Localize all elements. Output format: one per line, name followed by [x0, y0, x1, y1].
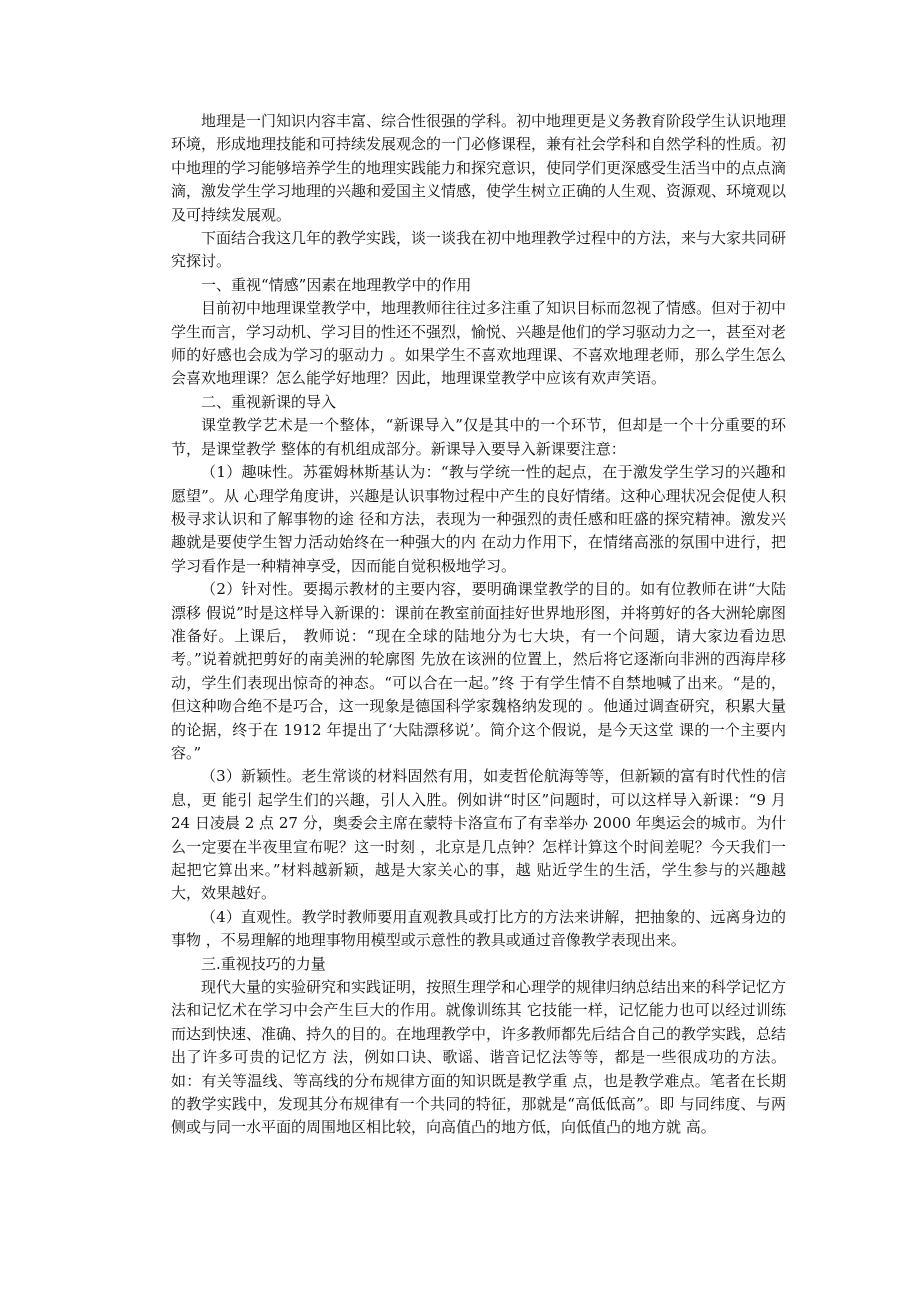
paragraph-lesson-intro: 课堂教学艺术是一个整体，“新课导入”仅是其中的一个环节，但却是一个十分重要的环节，是课堂教学 整体的有机组成部分。新课导入要导入新课要注意： — [171, 416, 786, 458]
paragraph-intro: 地理是一门知识内容丰富、综合性很强的学科。初中地理更是义务教育阶段学生认识地理环境，形成地理技能和可持续发展观念的一门必修课程，兼有社会学科和自然学科的性质。初中地理的学习能够培养学生的地理实践能力和探究意识，使同学们更深感受生活当中的点点滴滴，激发学生学习地理的兴趣和爱国主义情感，使学生树立正确的人生观、资源观、环境观以及可持续发展观。 — [171, 112, 787, 224]
paragraph-purpose: 下面结合我这几年的教学实践，谈一谈我在初中地理教学过程中的方法，来与大家共同研究探讨。 — [171, 229, 787, 271]
section-heading-1: 一、重视“情感”因素在地理教学中的作用 — [201, 275, 472, 294]
paragraph-memory-skills: 现代大量的实验研究和实践证明，按照生理学和心理学的规律归纳总结出来的科学记忆方法和记忆术在学习中会产生巨大的作用。就像训练其 它技能一样，记忆能力也可以经过训练而达到快速、准确、持久的目的。在地理教学中，许多教师都先后结合自己的教学实践，总结出了许多可贵的记忆方 法，例如口诀、歌谣、谐音记忆法等等，都是一些很成功的方法。如：有关等温线、等高线的分布规律方面的知识既是教学重 点，也是教学难点。笔者在长期的教学实践中，发现其分布规律有一个共同的特征，那就是“高低低高”。即 与同纬度、与两侧或与同一水平面的周围地区相比较，向高值凸的地方低，向低值凸的地方就 高。 — [171, 978, 787, 1137]
paragraph-pertinence: （2）针对性。要揭示教材的主要内容，要明确课堂教学的目的。如有位教师在讲“大陆漂移 假说”时是这样导入新课的：课前在教室前面挂好世界地形图，并将剪好的各大洲轮廓图准备好。上课后， 教师说：“现在全球的陆地分为七大块，有一个问题，请大家边看边思考。”说着就把剪好的南美洲的轮廓图 先放在该洲的位置上，然后将它逐渐向非洲的西海岸移动，学生们表现出惊奇的神态。“可以合在一起。”终 于有学生情不自禁地喊了出来。“是的，但这种吻合绝不是巧合，这一现象是德国科学家魏格纳发现的 。他通过调查研究，积累大量的论据，终于在 1912 年提出了‘大陆漂移说’。简介这个假说，是今天这堂 课的一个主要内容。” — [171, 580, 786, 762]
document-body — [171, 110, 786, 1140]
section-heading-3: 三.重视技巧的力量 — [201, 954, 326, 973]
section-heading-2: 二、重视新课的导入 — [201, 392, 337, 411]
paragraph-emotion: 目前初中地理课堂教学中，地理教师往往过多注重了知识目标而忽视了情感。但对于初中学生而言，学习动机、学习目的性还不强烈，愉悦、兴趣是他们的学习驱动力之一，甚至对老师的好感也会成为学习的驱动力 。如果学生不喜欢地理课、不喜欢地理老师，那么学生怎么会喜欢地理课？怎么能学好地理？因此，地理课堂教学中应该有欢声笑语。 — [171, 299, 787, 388]
paragraph-interest: （1）趣味性。苏霍姆林斯基认为：“教与学统一性的起点，在于激发学生学习的兴趣和愿望”。从 心理学角度讲，兴趣是认识事物过程中产生的良好情绪。这种心理状况会促使人积极寻求认识和了解事物的途 径和方法，表现为一种强烈的责任感和旺盛的探究精神。激发兴趣就是要使学生智力活动始终在一种强大的内 在动力作用下，在情绪高涨的氛围中进行，把学习看作是一种精神享受，因而能自觉积极地学习。 — [171, 463, 786, 575]
paragraph-novelty: （3）新颖性。老生常谈的材料固然有用，如麦哲伦航海等等，但新颖的富有时代性的信息，更 能引 起学生们的兴趣，引人入胜。例如讲“时区”问题时，可以这样导入新课：“9 月 24 日凌晨 2 点 27 分，奥委会主席在蒙特卡洛宣布了有幸举办 2000 年奥运会的城市。为什么一定要在半夜里宣布呢？这一时刻 ，北京是几点钟？怎样计算这个时间差呢？今天我们一起把它算出来。”材料越新颖，越是大家关心的事，越 贴近学生的生活，学生参与的兴趣越大，效果越好。 — [171, 767, 786, 903]
paragraph-intuitive: （4）直观性。教学时教师要用直观教具或打比方的方法来讲解，把抽象的、远离身边的事物 ，不易理解的地理事物用模型或示意性的教具或通过音像教学表现出来。 — [171, 907, 786, 950]
